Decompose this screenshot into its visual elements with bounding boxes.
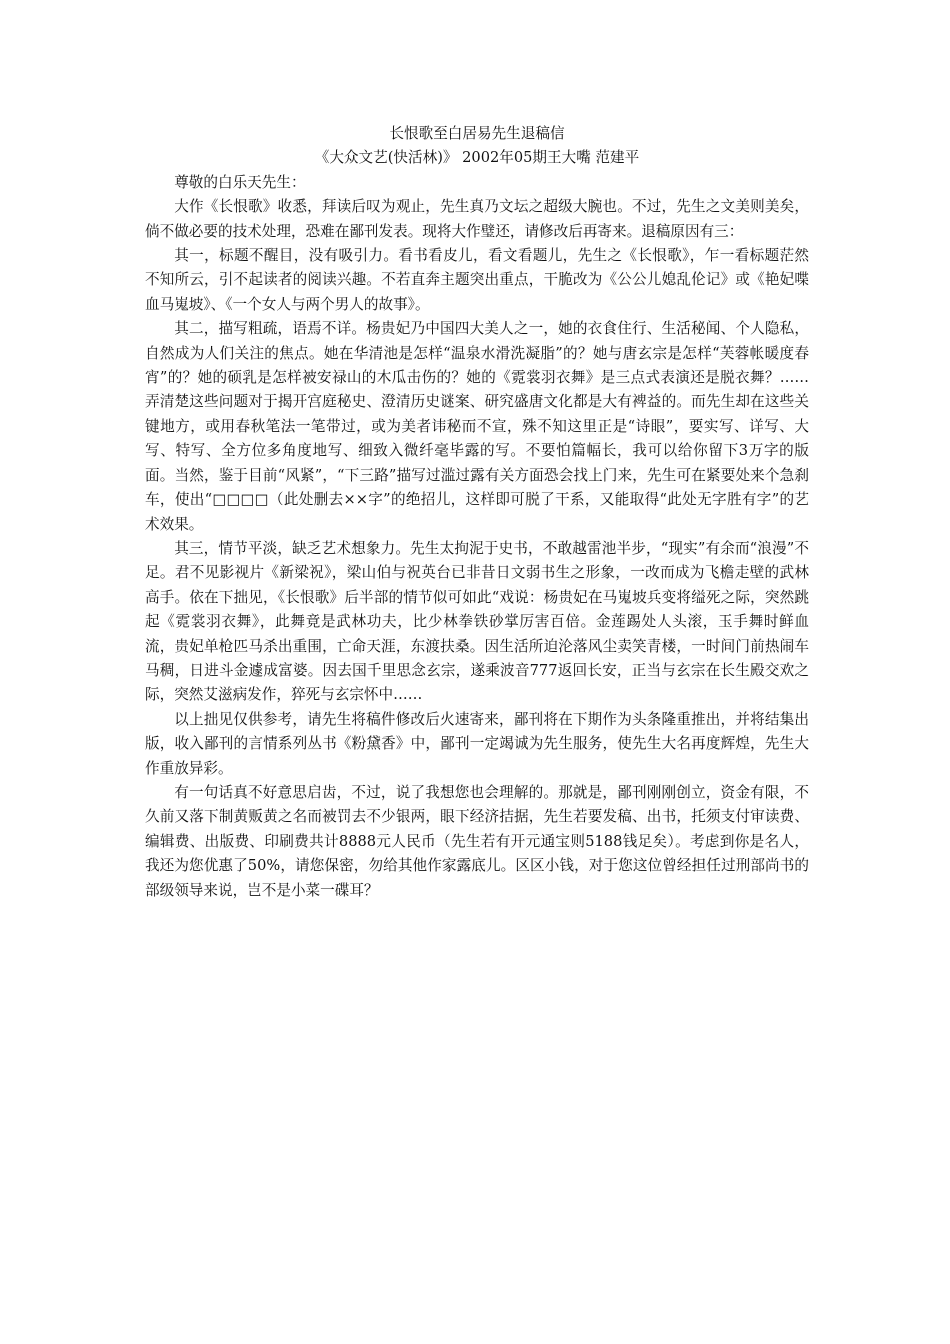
document-body <box>145 122 809 903</box>
paragraph-intro: 大作《长恨歌》收悉，拜读后叹为观止，先生真乃文坛之超级大腕也。不过，先生之文美则美矣，倘不做必要的技术处理，恐难在鄙刊发表。现将大作璧还，请修改后再寄来。退稿原因有三： <box>145 198 809 240</box>
document-byline: 《大众文艺(快活林)》 2002年05期王大嘴 范建平 <box>314 149 640 167</box>
paragraph-closing: 以上拙见仅供参考，请先生将稿件修改后火速寄来，鄙刊将在下期作为头条隆重推出，并将结集出版，收入鄙刊的言情系列丛书《粉黛香》中，鄙刊一定竭诚为先生服务，使先生大名再度辉煌，先生大作重放异彩。 <box>145 710 809 777</box>
document-title: 长恨歌至白居易先生退稿信 <box>389 125 565 142</box>
salutation: 尊敬的白乐天先生： <box>174 173 306 191</box>
paragraph-fees: 有一句话真不好意思启齿，不过，说了我想您也会理解的。那就是，鄙刊刚刚创立，资金有限，不久前又落下制黄贩黄之名而被罚去不少银两，眼下经济拮据，先生若要发稿、出书，托须支付审读费、编辑费、出版费、印刷费共计8888元人民币（先生若有开元通宝则5188钱足矣）。考虑到你是名人，我还为您优惠了50%，请您保密，勿给其他作家露底儿。区区小钱，对于您这位曾经担任过刑部尚书的部级领导来说，岂不是小菜一碟耳？ <box>145 783 809 899</box>
paragraph-reason-one: 其一，标题不醒目，没有吸引力。看书看皮儿，看文看题儿，先生之《长恨歌》，乍一看标题茫然不知所云，引不起读者的阅读兴趣。不若直奔主题突出重点，干脆改为《公公儿媳乱伦记》或《艳妃喋血马嵬坡》、《一个女人与两个男人的故事》。 <box>145 247 809 313</box>
paragraph-reason-two: 其二，描写粗疏，语焉不详。杨贵妃乃中国四大美人之一，她的衣食住行、生活秘闻、个人隐私，自然成为人们关注的焦点。她在华清池是怎样“温泉水滑洗凝脂”的？她与唐玄宗是怎样“芙蓉帐暖度春宵”的？她的硕乳是怎样被安禄山的木瓜击伤的？她的《霓裳羽衣舞》是三点式表演还是脱衣舞？……弄清楚这些问题对于揭开宫庭秘史、澄清历史谜案、研究盛唐文化都是大有裨益的。而先生却在这些关键地方，或用春秋笔法一笔带过，或为美者讳秘而不宣，殊不知这里正是“诗眼”，要实写、详写、大写、特写、全方位多角度地写、细致入微纤毫毕露的写。不要怕篇幅长，我可以给你留下3万字的版面。当然，鉴于目前“风紧”，“下三路”描写过滥过露有关方面恐会找上门来，先生可在紧要处来个急刹车，使出“□□□□（此处删去××字”的绝招儿，这样即可脱了干系，又能取得“此处无字胜有字”的艺术效果。 <box>145 320 809 533</box>
paragraph-reason-three: 其三，情节平淡，缺乏艺术想象力。先生太拘泥于史书，不敢越雷池半步，“现实”有余而“浪漫”不足。君不见影视片《新梁祝》，梁山伯与祝英台已非昔日文弱书生之形象，一改而成为飞檐走壁的武林高手。依在下拙见，《长恨歌》后半部的情节似可如此“戏说：杨贵妃在马嵬坡兵变将缢死之际，突然跳起《霓裳羽衣舞》，此舞竟是武林功夫，比少林拳铁砂掌厉害百倍。金莲踢处人头滚，玉手舞时鲜血流，贵妃单枪匹马杀出重围，亡命天涯，东渡扶桑。因生活所迫沦落风尘卖笑青楼，一时间门前热闹车马稠，日进斗金遽成富婆。因去国千里思念玄宗，遂乘波音777返回长安，正当与玄宗在长生殿交欢之际，突然艾滋病发作，猝死与玄宗怀中…… <box>145 539 809 704</box>
